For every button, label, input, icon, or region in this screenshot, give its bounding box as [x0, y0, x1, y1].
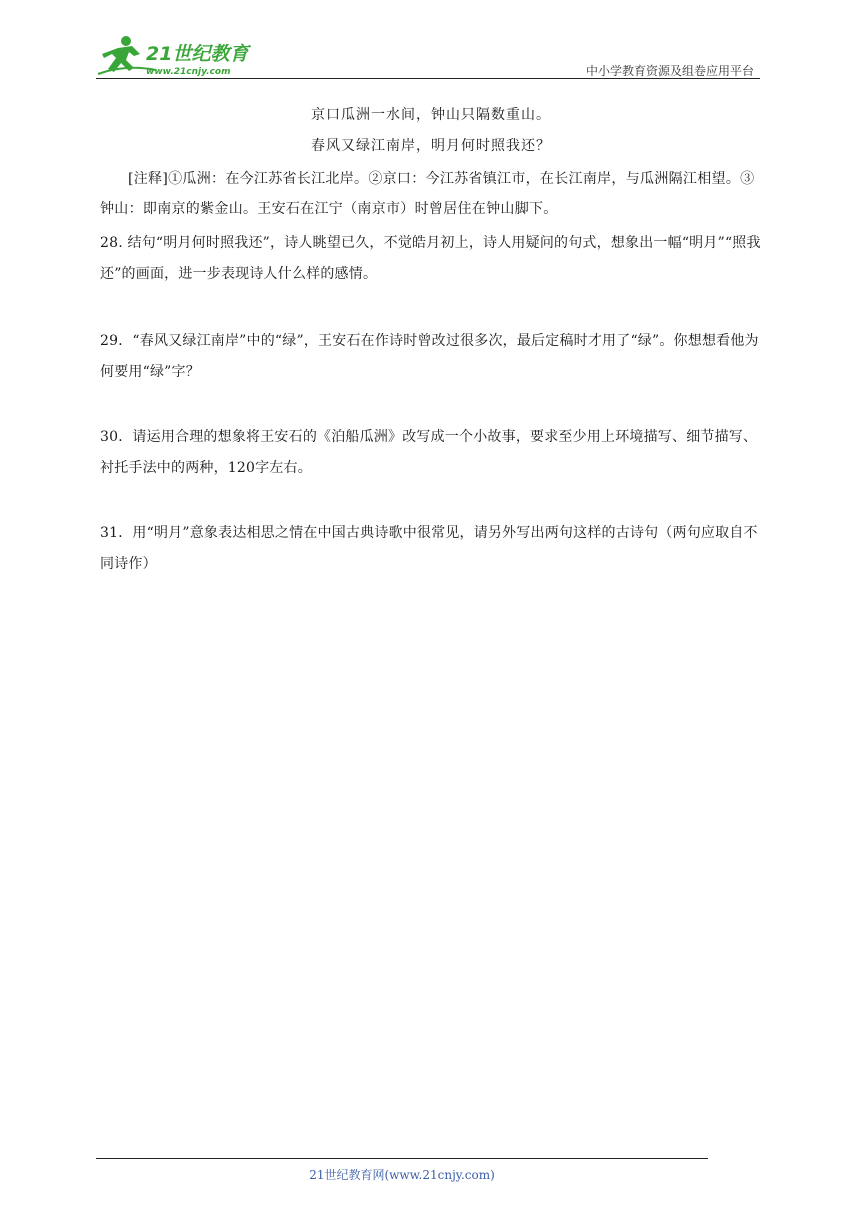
document-body	[100, 100, 762, 580]
poem-annotation: [注释]①瓜洲：在今江苏省长江北岸。②京口：今江苏省镇江市，在长江南岸，与瓜洲隔江相望。③钟山：即南京的紫金山。王安石在江宁（南京市）时曾居住在钟山脚下。	[100, 171, 755, 217]
page-header	[96, 30, 760, 80]
question-30: 30．请运用合理的想象将王安石的《泊船瓜洲》改写成一个小故事，要求至少用上环境描写、细节描写、衬托手法中的两种，120字左右。	[100, 429, 758, 476]
question-28: 28. 结句“明月何时照我还”，诗人眺望已久，不觉皓月初上，诗人用疑问的句式，想象出一幅“明月”“照我还”的画面，进一步表现诗人什么样的感情。	[100, 235, 761, 282]
question-29: 29．“春风又绿江南岸”中的“绿”，王安石在作诗时曾改过很多次，最后定稿时才用了“绿”。你想想看他为何要用“绿”字？	[100, 333, 759, 380]
running-figure-logo-icon	[96, 34, 266, 78]
logo-brand: 21世纪教育	[146, 43, 249, 65]
platform-name: 中小学教育资源及组卷应用平台	[585, 64, 754, 78]
footer-divider	[96, 1158, 708, 1159]
site-logo[interactable]	[96, 34, 266, 78]
logo-url: www.21cnjy.com	[146, 67, 231, 77]
question-31: 31．用“明月”意象表达相思之情在中国古典诗歌中很常见，请另外写出两句这样的古诗句（两句应取自不同诗作）	[100, 525, 758, 572]
poem-line: 春风又绿江南岸，明月何时照我还？	[311, 138, 551, 154]
header-divider	[96, 78, 760, 79]
footer-link[interactable]: 21世纪教育网(www.21cnjy.com)	[309, 1168, 495, 1182]
poem-line: 京口瓜洲一水间，钟山只隔数重山。	[311, 107, 551, 123]
